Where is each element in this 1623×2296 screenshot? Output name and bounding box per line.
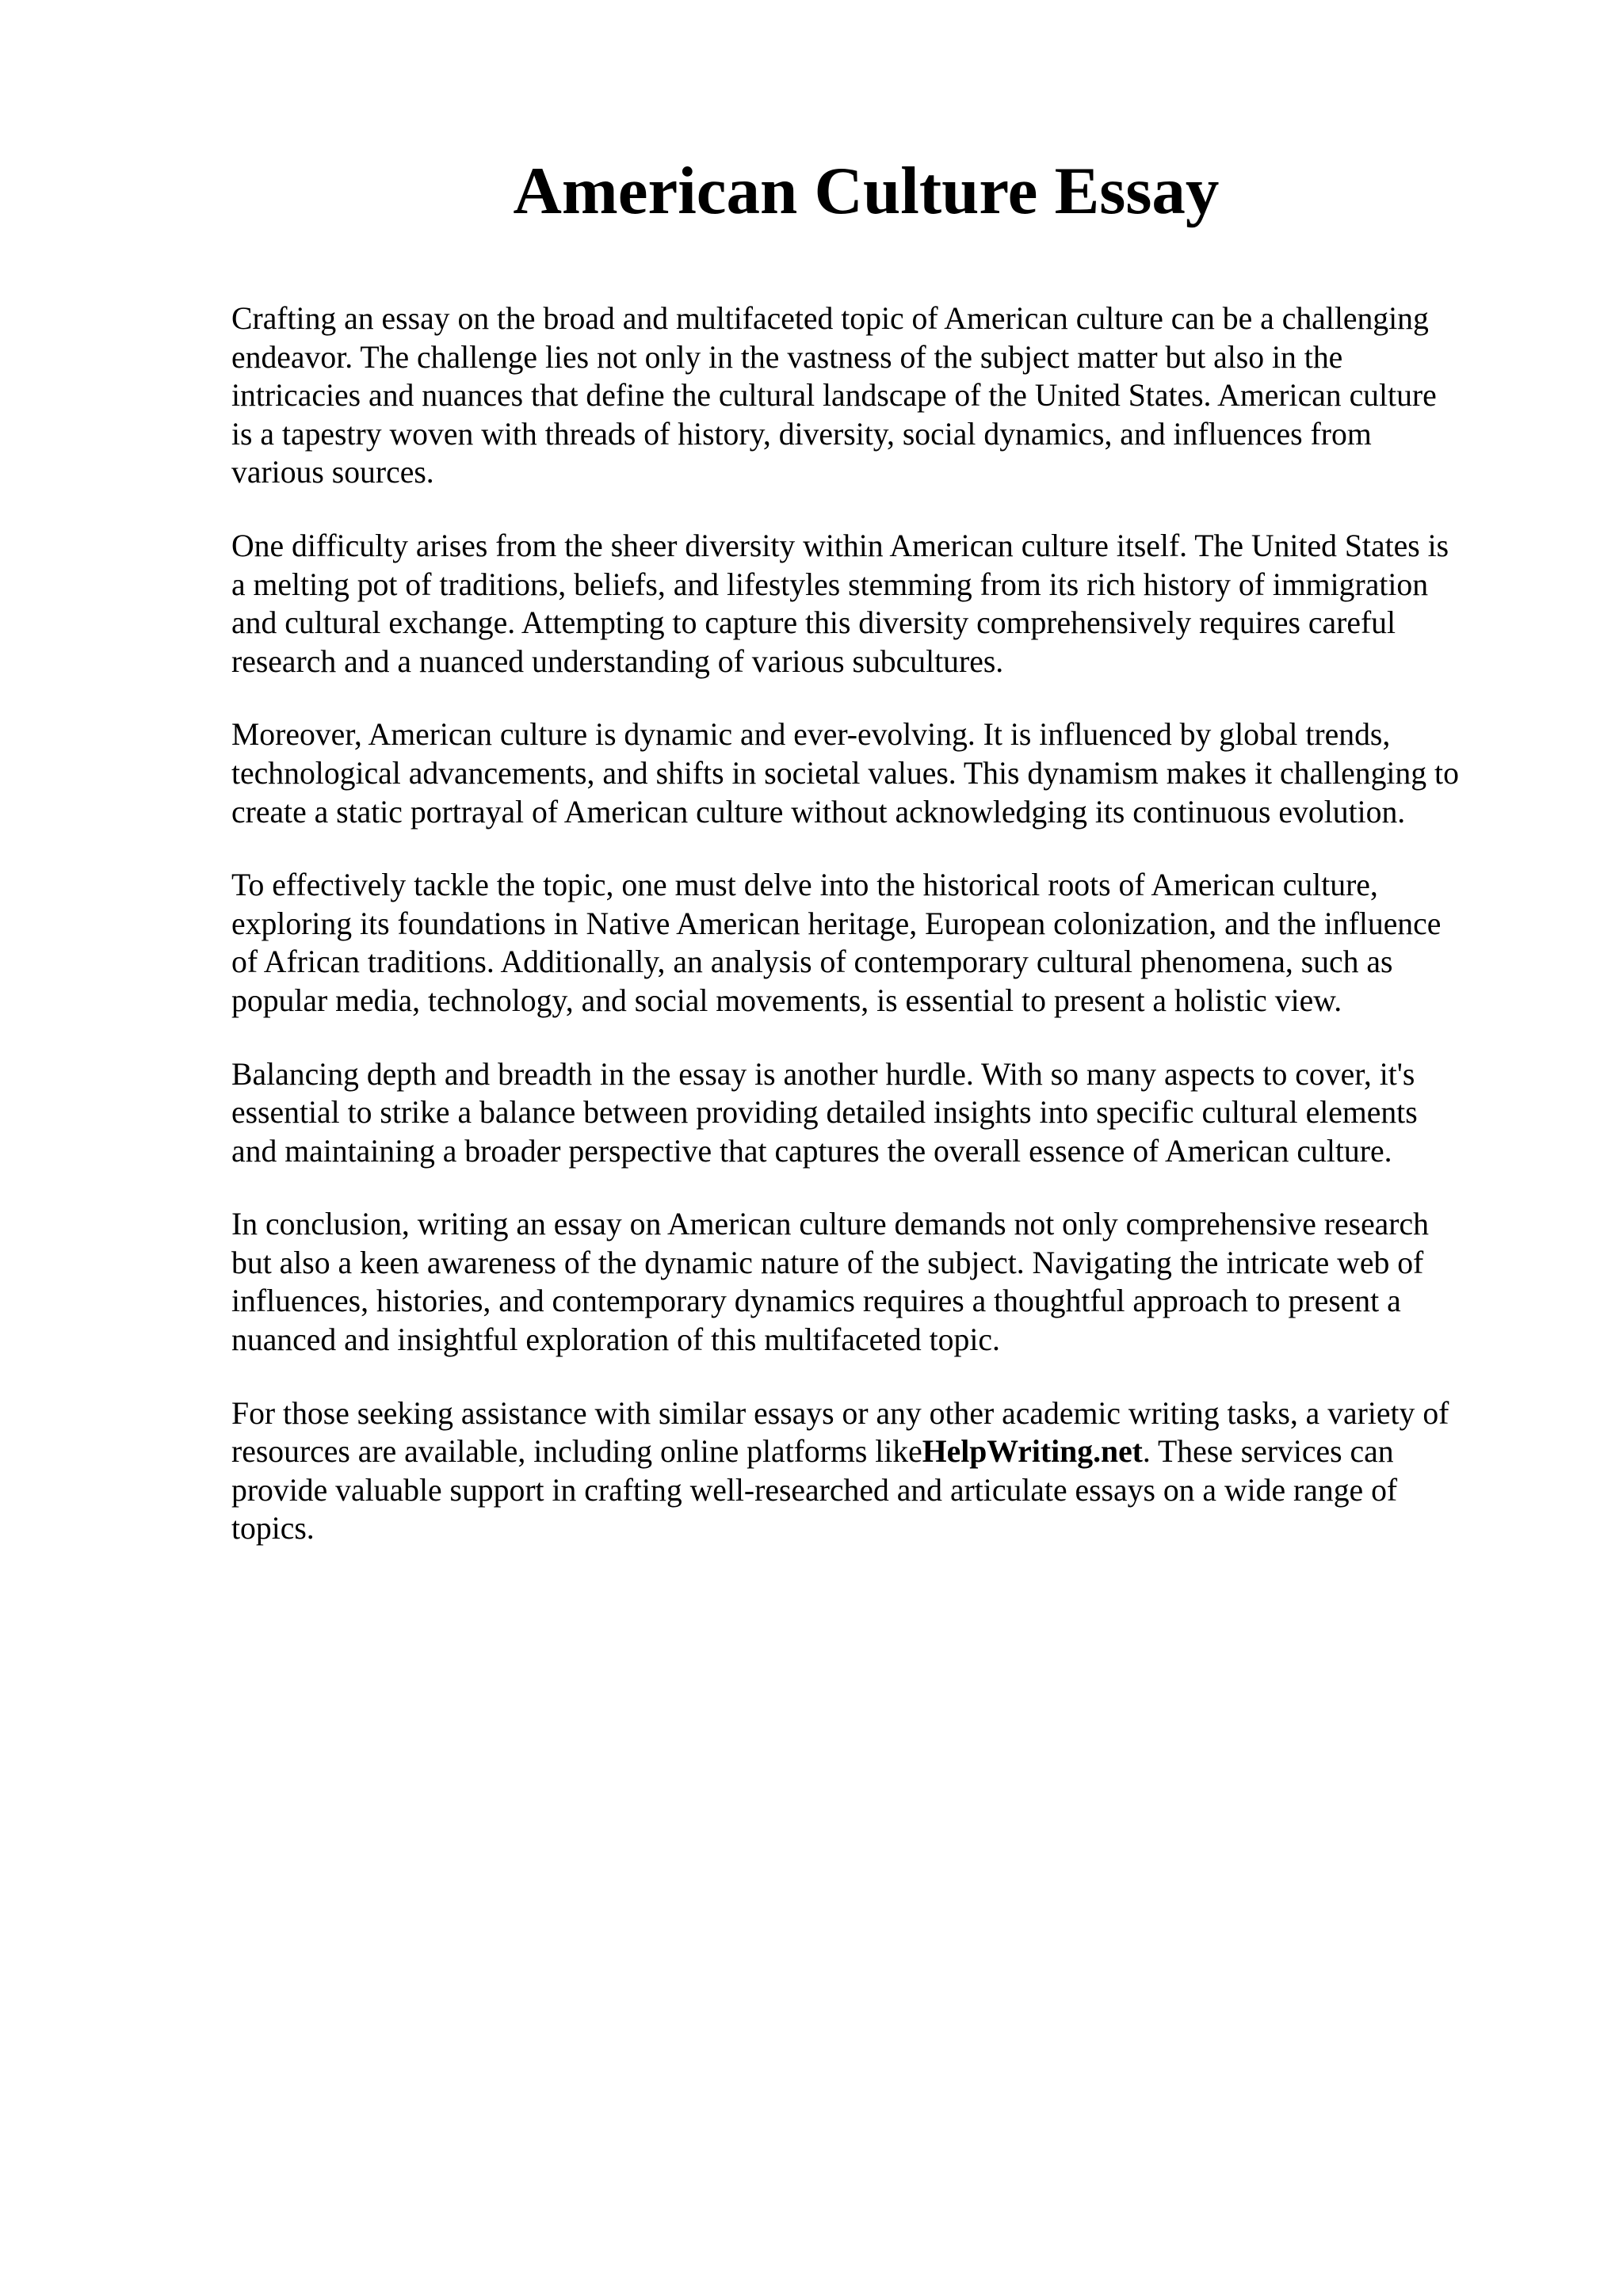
text-line: topics. [231, 1511, 315, 1547]
text-line: In conclusion, writing an essay on American culture demands not only comprehensive research [231, 1207, 1429, 1242]
text-line: is a tapestry woven with threads of history, diversity, social dynamics, and influences from [231, 416, 1372, 452]
text-line: popular media, technology, and social movements, is essential to present a holistic view. [231, 982, 1342, 1018]
text-line: create a static portrayal of American culture without acknowledging its continuous evolution. [231, 794, 1406, 830]
text-line: influences, histories, and contemporary dynamics requires a thoughtful approach to present a [231, 1283, 1401, 1319]
brand-link[interactable]: HelpWriting.net [922, 1434, 1143, 1470]
text-line: One difficulty arises from the sheer diversity within American culture itself. The United States is [231, 528, 1449, 563]
text-line: various sources. [231, 455, 434, 490]
text-line: a melting pot of traditions, beliefs, and lifestyles stemming from its rich history of immigration [231, 566, 1429, 602]
text-line: and maintaining a broader perspective that captures the overall essence of American culture. [231, 1133, 1392, 1169]
text-line: Moreover, American culture is dynamic and ever-evolving. It is influenced by global trends, [231, 717, 1391, 753]
text-line: essential to strike a balance between providing detailed insights into specific cultural elements [231, 1095, 1418, 1131]
text-line: nuanced and insightful exploration of this multifaceted topic. [231, 1322, 1000, 1358]
text-segment: resources are available, including online platforms like [231, 1434, 922, 1470]
text-line: endeavor. The challenge lies not only in the vastness of the subject matter but also in the [231, 339, 1343, 375]
text-line: Balancing depth and breadth in the essay is another hurdle. With so many aspects to cover, it's [231, 1056, 1415, 1092]
paragraph-6 [231, 1205, 1519, 1359]
document-body [231, 299, 1519, 1583]
paragraph-5 [231, 1055, 1519, 1171]
text-line: provide valuable support in crafting well-researched and articulate essays on a wide range of [231, 1472, 1398, 1508]
paragraph-4 [231, 866, 1519, 1020]
text-line: To effectively tackle the topic, one must delve into the historical roots of American culture, [231, 868, 1378, 903]
text-line: For those seeking assistance with similar essays or any other academic writing tasks, a variety of [231, 1395, 1449, 1431]
text-line: technological advancements, and shifts in societal values. This dynamism makes it challenging to [231, 755, 1459, 791]
paragraph-closing [231, 1394, 1519, 1548]
text-line: of African traditions. Additionally, an analysis of contemporary cultural phenomena, such as [231, 944, 1393, 980]
text-line: but also a keen awareness of the dynamic nature of the subject. Navigating the intricate web of [231, 1245, 1424, 1280]
text-line: intricacies and nuances that define the cultural landscape of the United States. American culture [231, 378, 1437, 414]
paragraph-1 [231, 299, 1519, 492]
document-title: American Culture Essay [513, 154, 1220, 228]
text-segment: . These services can [1142, 1434, 1394, 1470]
text-line: exploring its foundations in Native American heritage, European colonization, and the influence [231, 906, 1442, 941]
text-line: research and a nuanced understanding of various subcultures. [231, 643, 1004, 679]
text-line [231, 1432, 1519, 1471]
paragraph-2 [231, 527, 1519, 681]
paragraph-3 [231, 715, 1519, 831]
text-line: and cultural exchange. Attempting to capture this diversity comprehensively requires careful [231, 605, 1396, 641]
text-line: Crafting an essay on the broad and multifaceted topic of American culture can be a challenging [231, 301, 1429, 336]
